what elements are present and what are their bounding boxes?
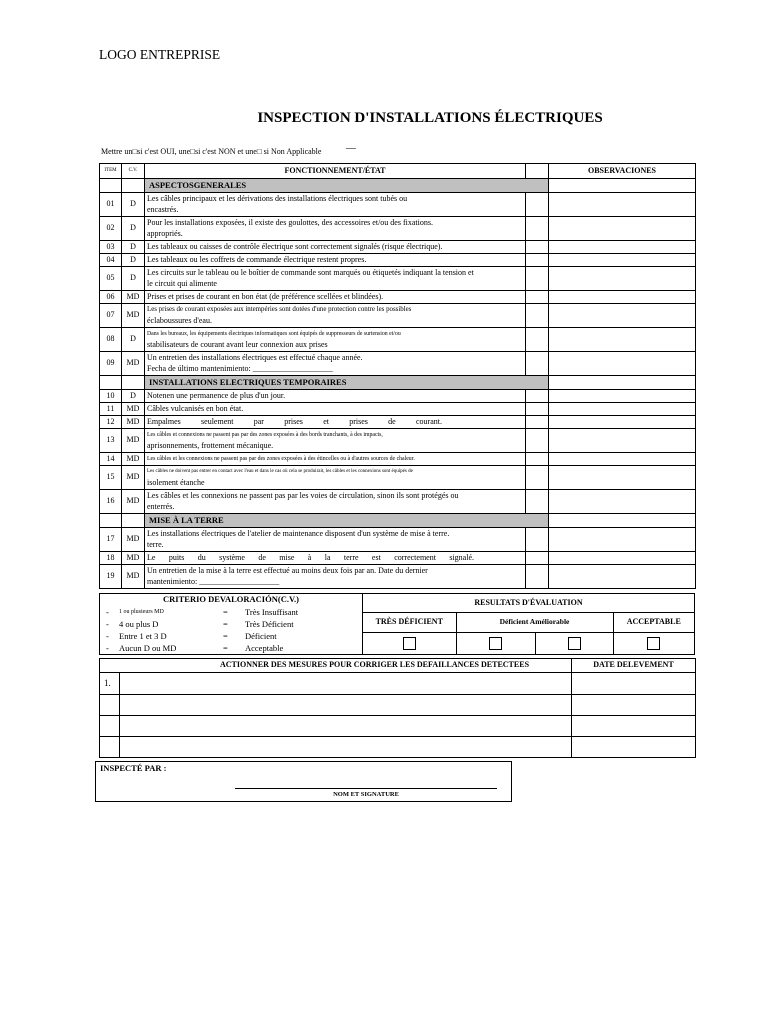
inspector-signature-box — [95, 761, 512, 802]
section-header-row — [100, 376, 696, 390]
result-checkbox-acceptable[interactable] — [647, 637, 660, 650]
check-cell[interactable] — [526, 565, 549, 589]
table-row — [100, 304, 696, 328]
observations-column-header: OBSERVACIONES — [549, 164, 696, 179]
result-cell — [456, 633, 535, 655]
cv-value: MD — [122, 528, 145, 552]
action-row — [100, 716, 696, 737]
observation-cell[interactable] — [549, 390, 696, 403]
observation-cell[interactable] — [549, 241, 696, 254]
description-line: Les câbles et les connexions ne passent pas par des zones exposées à des étincelles ou à d'autres sources de chaleur. — [147, 455, 415, 462]
description-line: Notenen une permanence de plus d'un jour. — [147, 390, 286, 400]
item-number: 11 — [100, 403, 122, 416]
description-line: Le puits du système de mise à la terre est correctement signalé. — [147, 552, 474, 562]
description-line: Fecha de último mantenimiento: ____________________ — [147, 363, 333, 373]
table-row — [100, 352, 696, 376]
description-line: le circuit qui alimente — [147, 278, 217, 288]
page-title: INSPECTION D'INSTALLATIONS ÉLECTRIQUES — [257, 110, 603, 126]
cv-value: D — [122, 267, 145, 291]
rule-result: Acceptable — [245, 643, 284, 653]
rule-result: Très Insuffisant — [245, 607, 299, 617]
item-description — [145, 490, 526, 514]
description-line: stabilisateurs de courant avant leur connexion aux prises — [147, 339, 328, 349]
rule-condition: Aucun D ou MD — [119, 643, 177, 653]
action-row-number-cell — [100, 695, 120, 716]
instructions-mark: — — [346, 143, 356, 154]
result-cell — [363, 633, 456, 655]
inspection-table — [99, 163, 696, 589]
check-cell[interactable] — [526, 403, 549, 416]
table-row — [100, 416, 696, 429]
description-line: Les installations électriques de l'atelier de maintenance disposent d'un système de mise à terre. — [147, 529, 450, 538]
section-header-row — [100, 179, 696, 193]
rule-bullet: - — [106, 619, 109, 629]
inspection-table-body — [100, 179, 696, 589]
table-row — [100, 291, 696, 304]
result-cell — [535, 633, 613, 655]
results-header-row — [363, 613, 694, 633]
cv-value: MD — [122, 304, 145, 328]
cv-value: MD — [122, 565, 145, 589]
signature-caption: NOM ET SIGNATURE — [333, 791, 399, 798]
check-cell[interactable] — [526, 416, 549, 429]
check-cell[interactable] — [526, 267, 549, 291]
item-description — [145, 390, 526, 403]
result-cell — [613, 633, 694, 655]
section-title: ASPECTOSGENERALES — [145, 179, 549, 193]
item-number: 15 — [100, 466, 122, 490]
result-label-tres-deficient: TRÈS DÉFICIENT — [363, 613, 456, 633]
item-number: 02 — [100, 217, 122, 241]
signature-line[interactable] — [235, 788, 497, 789]
inspected-by-label: INSPECTÉ PAR : — [100, 763, 167, 773]
action-row-number: 1. — [100, 673, 120, 695]
action-row-number-cell — [100, 716, 120, 737]
section-title: INSTALLATIONS ELECTRIQUES TEMPORAIRES — [145, 376, 549, 390]
section-item-cell — [100, 179, 122, 193]
observation-cell[interactable] — [549, 254, 696, 267]
description-line: appropriés. — [147, 228, 183, 238]
check-cell[interactable] — [526, 390, 549, 403]
check-cell[interactable] — [526, 217, 549, 241]
action-date-cell[interactable] — [572, 737, 696, 758]
description-line: Un entretien des installations électriques est effectué chaque année. — [147, 353, 363, 362]
section-cv-cell — [122, 376, 145, 390]
result-label-acceptable: ACCEPTABLE — [613, 613, 694, 633]
table-row — [100, 328, 696, 352]
check-cell[interactable] — [526, 490, 549, 514]
table-row — [100, 390, 696, 403]
description-line: Les câbles et connexions ne passent pas par des zones exposées à des bords tranchants, à des impacts, — [147, 432, 383, 438]
observation-cell[interactable] — [549, 304, 696, 328]
observation-cell[interactable] — [549, 403, 696, 416]
description-line: mantenimiento: ____________________ — [147, 576, 280, 586]
observation-cell[interactable] — [549, 193, 696, 217]
criteria-rule — [100, 630, 362, 642]
action-date-cell[interactable] — [572, 716, 696, 737]
description-line: Les câbles ne doivent pas entrer en contact avec l'eau et dans le cas où cela se produirait, les câbles et les connexions sont équipés de — [147, 469, 413, 474]
action-date-cell[interactable] — [572, 695, 696, 716]
cv-column-header: C.V. — [122, 164, 145, 179]
observation-cell[interactable] — [549, 267, 696, 291]
description-line: Les tableaux ou caisses de contrôle électrique sont correctement signalés (risque électrique). — [147, 241, 443, 251]
company-logo-placeholder: LOGO ENTREPRISE — [99, 47, 221, 62]
section-item-cell — [100, 514, 122, 528]
table-row — [100, 193, 696, 217]
evaluation-panel — [99, 593, 695, 655]
observation-cell[interactable] — [549, 466, 696, 490]
item-description — [145, 267, 526, 291]
rule-equals: = — [223, 607, 228, 617]
item-description — [145, 466, 526, 490]
action-description-cell[interactable] — [120, 716, 572, 737]
action-description-cell[interactable] — [120, 673, 572, 695]
item-number: 03 — [100, 241, 122, 254]
item-number: 08 — [100, 328, 122, 352]
check-cell[interactable] — [526, 304, 549, 328]
cv-value: MD — [122, 552, 145, 565]
cv-value: MD — [122, 291, 145, 304]
cv-value: D — [122, 390, 145, 403]
table-header-row — [100, 164, 696, 179]
item-number: 09 — [100, 352, 122, 376]
item-description — [145, 352, 526, 376]
date-column-header: DATE DELEVEMENT — [572, 659, 696, 673]
check-cell[interactable] — [526, 241, 549, 254]
function-column-header: FONCTIONNEMENT/ÉTAT — [145, 164, 526, 179]
check-cell[interactable] — [526, 291, 549, 304]
action-description-cell[interactable] — [120, 737, 572, 758]
description-line: Les câbles et les connexions ne passent pas par les voies de circulation, sinon ils sont protégés ou — [147, 491, 459, 500]
item-description — [145, 429, 526, 453]
results-title: RESULTATS D'ÉVALUATION — [474, 598, 583, 607]
check-column-header — [526, 164, 549, 179]
check-cell[interactable] — [526, 528, 549, 552]
check-cell[interactable] — [526, 328, 549, 352]
cv-value: MD — [122, 403, 145, 416]
section-observation-cell — [549, 376, 696, 390]
action-row — [100, 695, 696, 716]
result-checkbox-deficient[interactable] — [489, 637, 502, 650]
cv-value: MD — [122, 466, 145, 490]
rule-result: Très Déficient — [245, 619, 294, 629]
description-line: terre. — [147, 539, 164, 549]
actions-header-row — [100, 659, 696, 673]
rule-condition: 1 ou plusieurs MD — [119, 609, 164, 615]
actions-column-header: ACTIONNER DES MESURES POUR CORRIGER LES DEFAILLANCES DETECTEES — [100, 659, 572, 673]
cv-value: D — [122, 241, 145, 254]
section-cv-cell — [122, 179, 145, 193]
observation-cell[interactable] — [549, 352, 696, 376]
criteria-rule — [100, 606, 362, 618]
result-checkbox-ameliorable[interactable] — [568, 637, 581, 650]
item-description — [145, 254, 526, 267]
table-row — [100, 565, 696, 589]
item-description — [145, 241, 526, 254]
corrective-actions-table — [99, 658, 696, 758]
action-row — [100, 673, 696, 695]
table-row — [100, 466, 696, 490]
description-line: Les circuits sur le tableau ou le boîtier de commande sont marqués ou étiquetés indiquant la tension et — [147, 268, 474, 277]
item-description — [145, 403, 526, 416]
rule-bullet: - — [106, 607, 109, 617]
check-cell[interactable] — [526, 254, 549, 267]
rule-condition: Entre 1 et 3 D — [119, 631, 167, 641]
action-date-cell[interactable] — [572, 673, 696, 695]
cv-value: MD — [122, 490, 145, 514]
check-cell[interactable] — [526, 552, 549, 565]
check-cell[interactable] — [526, 429, 549, 453]
check-cell[interactable] — [526, 453, 549, 466]
rule-condition: 4 ou plus D — [119, 619, 159, 629]
criteria-rule — [100, 642, 362, 654]
rule-equals: = — [223, 619, 228, 629]
description-line: Câbles vulcanisés en bon état. — [147, 403, 244, 413]
description-line: Les tableaux ou les coffrets de commande électrique restent propres. — [147, 254, 367, 264]
instructions-text: Mettre un□si c'est OUI, une□si c'est NON et une□ si Non Applicable — [101, 147, 322, 156]
check-cell[interactable] — [526, 193, 549, 217]
item-number: 13 — [100, 429, 122, 453]
rule-result: Déficient — [245, 631, 277, 641]
criteria-rule — [100, 618, 362, 630]
results-box — [363, 594, 694, 654]
description-line: aprisonnements, frottement mécanique. — [147, 440, 274, 450]
description-line: Pour les installations exposées, il existe des goulottes, des accessoires et/ou des fixations. — [147, 218, 433, 227]
observation-cell[interactable] — [549, 429, 696, 453]
item-number: 19 — [100, 565, 122, 589]
result-label-deficient-ameliorable: Déficient Améliorable — [456, 613, 613, 633]
item-description — [145, 291, 526, 304]
description-line: Les prises de courant exposées aux intempéries sont dotées d'une protection contre les possibles — [147, 306, 412, 313]
description-line: Dans les bureaux, les équipements électriques informatiques sont équipés de suppresseurs de surtension et/ou — [147, 331, 401, 337]
item-number: 05 — [100, 267, 122, 291]
observation-cell[interactable] — [549, 416, 696, 429]
check-cell[interactable] — [526, 352, 549, 376]
action-row — [100, 737, 696, 758]
description-line: éclaboussures d'eau. — [147, 315, 212, 325]
section-cv-cell — [122, 514, 145, 528]
item-description — [145, 304, 526, 328]
description-line: Prises et prises de courant en bon état (de préférence scellées et blindées). — [147, 291, 384, 301]
item-description — [145, 453, 526, 466]
table-row — [100, 429, 696, 453]
description-line: encastrés. — [147, 204, 179, 214]
description-line: Un entretien de la mise à la terre est effectué au moins deux fois par an. Date du dernier — [147, 566, 428, 575]
cv-value: MD — [122, 352, 145, 376]
table-row — [100, 241, 696, 254]
table-row — [100, 453, 696, 466]
item-number: 12 — [100, 416, 122, 429]
table-row — [100, 490, 696, 514]
result-checkbox-tres-deficient[interactable] — [403, 637, 416, 650]
item-column-header: ITEM — [100, 164, 122, 179]
rule-bullet: - — [106, 631, 109, 641]
item-description — [145, 193, 526, 217]
observation-cell[interactable] — [549, 217, 696, 241]
cv-value: D — [122, 193, 145, 217]
observation-cell[interactable] — [549, 565, 696, 589]
criteria-title: CRITERIO DEVALORACIÓN(C.V.) — [163, 594, 299, 604]
table-row — [100, 267, 696, 291]
cv-value: MD — [122, 416, 145, 429]
description-line: enterrés. — [147, 501, 175, 511]
section-item-cell — [100, 376, 122, 390]
check-cell[interactable] — [526, 466, 549, 490]
results-checkbox-row — [363, 633, 694, 655]
cv-value: MD — [122, 453, 145, 466]
criteria-box — [100, 594, 363, 654]
section-observation-cell — [549, 179, 696, 193]
observation-cell[interactable] — [549, 453, 696, 466]
table-row — [100, 254, 696, 267]
description-line: Les câbles principaux et les dérivations des installations électriques sont tubés ou — [147, 194, 408, 203]
section-title: MISE À LA TERRE — [145, 514, 549, 528]
item-number: 07 — [100, 304, 122, 328]
item-number: 01 — [100, 193, 122, 217]
cv-value: D — [122, 254, 145, 267]
item-number: 04 — [100, 254, 122, 267]
cv-value: D — [122, 328, 145, 352]
observation-cell[interactable] — [549, 552, 696, 565]
item-description — [145, 565, 526, 589]
item-number: 06 — [100, 291, 122, 304]
table-row — [100, 403, 696, 416]
observation-cell[interactable] — [549, 291, 696, 304]
table-row — [100, 552, 696, 565]
item-description — [145, 416, 526, 429]
item-description — [145, 217, 526, 241]
item-number: 10 — [100, 390, 122, 403]
rule-bullet: - — [106, 643, 109, 653]
section-header-row — [100, 514, 696, 528]
item-number: 18 — [100, 552, 122, 565]
cv-value: D — [122, 217, 145, 241]
action-row-number-cell — [100, 737, 120, 758]
observation-cell[interactable] — [549, 490, 696, 514]
cv-value: MD — [122, 429, 145, 453]
table-row — [100, 528, 696, 552]
item-description — [145, 528, 526, 552]
section-observation-cell — [549, 514, 696, 528]
description-line: Empalmes seulement par prises et prises de courant. — [147, 416, 442, 426]
action-description-cell[interactable] — [120, 695, 572, 716]
results-grid — [363, 612, 694, 654]
rule-equals: = — [223, 631, 228, 641]
observation-cell[interactable] — [549, 528, 696, 552]
item-description — [145, 328, 526, 352]
item-number: 14 — [100, 453, 122, 466]
observation-cell[interactable] — [549, 328, 696, 352]
description-line: isolement étanche — [147, 477, 205, 487]
item-number: 16 — [100, 490, 122, 514]
rule-equals: = — [223, 643, 228, 653]
item-description — [145, 552, 526, 565]
table-row — [100, 217, 696, 241]
item-number: 17 — [100, 528, 122, 552]
